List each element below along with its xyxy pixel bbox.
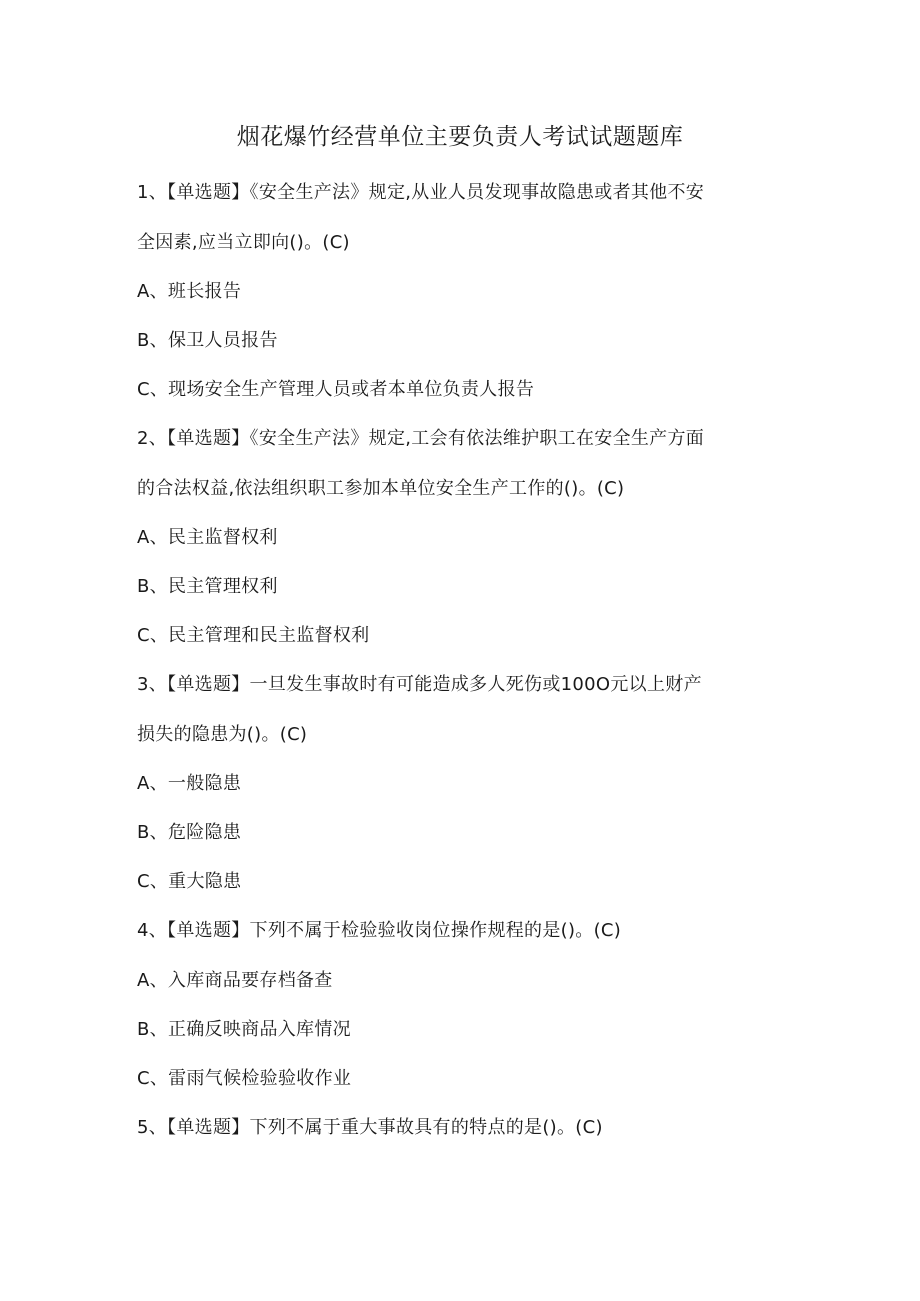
q2-option-a: A、民主监督权利	[137, 527, 278, 548]
q5-stem: 5、【单选题】下列不属于重大事故具有的特点的是()。(C)	[137, 1117, 603, 1138]
q4-option-a: A、入库商品要存档备查	[137, 970, 333, 991]
q3-option-a: A、一般隐患	[137, 773, 242, 794]
q2-stem-line-2: 的合法权益,依法组织职工参加本单位安全生产工作的()。(C)	[137, 478, 625, 499]
q1-option-a: A、班长报告	[137, 281, 242, 302]
q2-stem-line-1: 2、【单选题】《安全生产法》规定,工会有依法维护职工在安全生产方面	[137, 428, 705, 449]
q4-option-b: B、正确反映商品入库情况	[137, 1019, 351, 1040]
q2-option-b: B、民主管理权利	[137, 576, 278, 597]
q1-stem-line-1: 1、【单选题】《安全生产法》规定,从业人员发现事故隐患或者其他不安	[137, 182, 705, 203]
q1-stem-line-2: 全因素,应当立即向()。(C)	[137, 232, 350, 253]
document-title: 烟花爆竹经营单位主要负责人考试试题题库	[236, 124, 684, 150]
q4-stem: 4、【单选题】下列不属于检验验收岗位操作规程的是()。(C)	[137, 920, 622, 941]
q3-option-c: C、重大隐患	[137, 871, 242, 892]
q4-option-c: C、雷雨气候检验验收作业	[137, 1068, 352, 1089]
q3-option-b: B、危险隐患	[137, 822, 242, 843]
q1-option-c: C、现场安全生产管理人员或者本单位负责人报告	[137, 379, 535, 400]
q3-stem-line-2: 损失的隐患为()。(C)	[137, 724, 308, 745]
q2-option-c: C、民主管理和民主监督权利	[137, 625, 370, 646]
q3-stem-line-1: 3、【单选题】一旦发生事故时有可能造成多人死伤或100O元以上财产	[137, 674, 702, 695]
q1-option-b: B、保卫人员报告	[137, 330, 278, 351]
